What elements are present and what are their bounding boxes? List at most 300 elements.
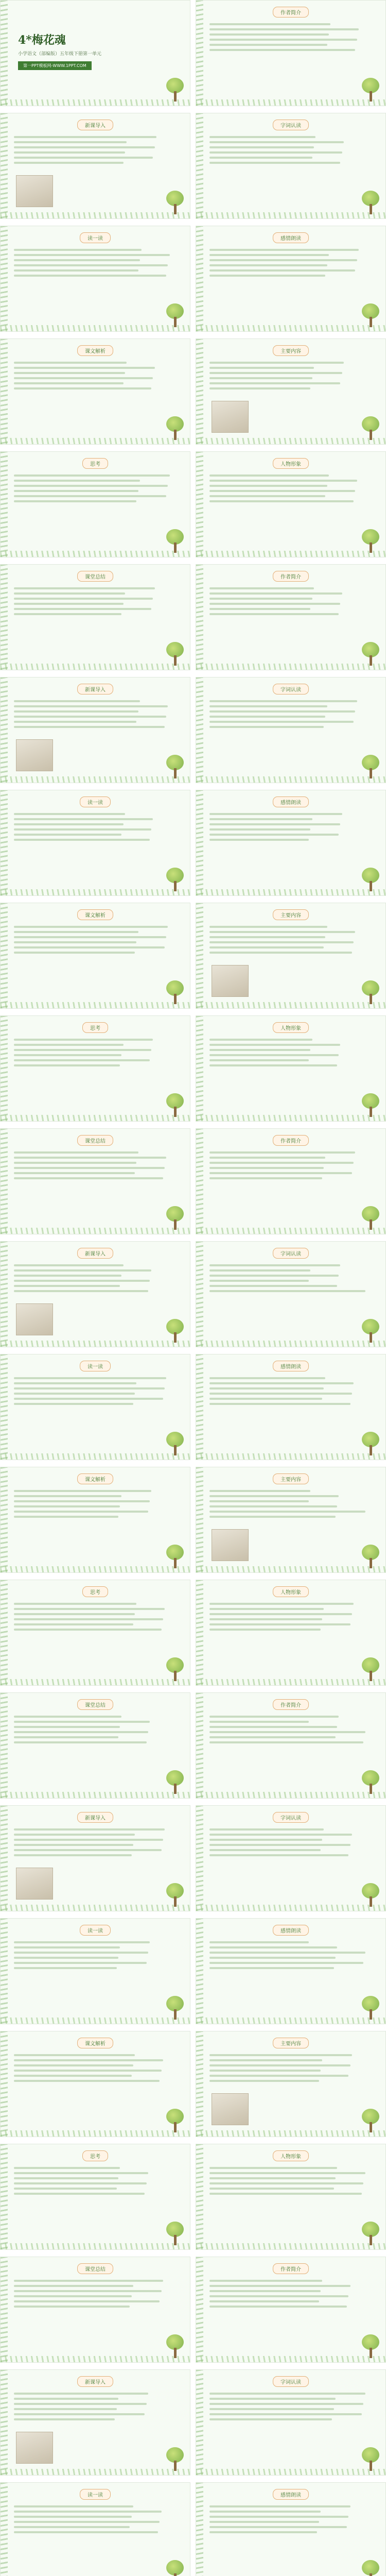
text-line <box>209 1608 324 1610</box>
tree-icon <box>166 980 184 1004</box>
slide-heading-tag: 感情朗读 <box>273 1925 309 1936</box>
text-line <box>209 2393 365 2395</box>
tree-icon <box>166 2447 184 2471</box>
text-line <box>14 1172 135 1174</box>
text-line <box>14 2511 162 2513</box>
text-line <box>209 1049 310 1051</box>
slide-17 <box>0 903 190 1009</box>
text-line <box>14 1393 135 1395</box>
slide-text-lines <box>14 1600 180 1634</box>
text-line <box>14 1967 117 1969</box>
tree-icon <box>362 191 379 214</box>
vine-decoration <box>1 2370 8 2475</box>
slide-44 <box>196 2369 386 2476</box>
text-line <box>14 598 153 600</box>
vine-decoration <box>196 2144 203 2249</box>
slide-heading-tag: 新课导入 <box>77 1248 113 1259</box>
slide-text-lines <box>14 2277 180 2311</box>
illustration-image <box>212 965 249 997</box>
text-line <box>209 813 342 815</box>
text-line <box>209 2531 317 2533</box>
tree-icon <box>166 2560 184 2576</box>
text-line <box>209 1044 340 1046</box>
text-line <box>14 495 166 497</box>
illustration-image <box>212 1529 249 1561</box>
vine-decoration <box>196 212 385 218</box>
slide-43 <box>0 2369 190 2476</box>
text-line <box>209 1828 324 1831</box>
slide-text-lines <box>14 246 180 280</box>
slide-text-lines <box>209 133 375 167</box>
slide-heading-tag: 感情朗读 <box>273 232 309 243</box>
vine-decoration <box>1 99 190 106</box>
text-line <box>14 726 165 728</box>
text-line <box>209 823 340 825</box>
vine-decoration <box>1 1467 8 1572</box>
text-line <box>14 275 166 277</box>
slide-heading-tag: 作者简介 <box>273 1699 309 1710</box>
slide-text-lines <box>209 2389 375 2424</box>
tree-icon <box>166 642 184 666</box>
vine-decoration <box>196 2370 203 2475</box>
slide-heading-tag: 感情朗读 <box>273 1361 309 1371</box>
text-line <box>14 1623 133 1625</box>
tree-icon <box>362 2447 379 2471</box>
tree-icon <box>362 416 379 440</box>
text-line <box>209 1839 322 1841</box>
text-line <box>14 1849 162 1851</box>
text-line <box>209 1059 309 1061</box>
vine-decoration <box>1 452 8 557</box>
vine-decoration <box>196 99 385 106</box>
vine-decoration <box>196 1806 203 1911</box>
text-line <box>209 269 355 272</box>
text-line <box>14 2295 132 2297</box>
slide-text-lines <box>209 359 375 393</box>
text-line <box>209 1264 340 1266</box>
vine-decoration <box>196 776 385 783</box>
text-line <box>14 1941 150 1943</box>
slide-text-lines <box>209 1036 375 1070</box>
text-line <box>209 264 327 266</box>
vine-decoration <box>1 212 190 218</box>
text-line <box>14 1157 166 1159</box>
text-line <box>209 587 314 589</box>
text-line <box>14 2521 160 2523</box>
slide-heading-tag: 读一读 <box>80 796 111 807</box>
text-line <box>14 2059 163 2061</box>
text-line <box>209 2054 352 2056</box>
vine-decoration <box>196 790 203 895</box>
vine-decoration <box>196 2130 385 2137</box>
vine-decoration <box>1 1792 190 1798</box>
text-line <box>209 2177 336 2179</box>
slide-text-lines <box>14 697 180 731</box>
text-line <box>14 1285 120 1287</box>
text-line <box>14 813 125 815</box>
text-line <box>14 2064 133 2066</box>
vine-decoration <box>1 1919 8 2024</box>
text-line <box>209 1490 310 1492</box>
slide-heading-tag: 新课导入 <box>77 1812 113 1823</box>
text-line <box>14 700 140 702</box>
text-line <box>209 480 357 482</box>
text-line <box>209 1741 363 1743</box>
text-line <box>209 44 327 46</box>
text-line <box>209 474 329 477</box>
text-line <box>14 1511 148 1513</box>
vine-decoration <box>1 2144 8 2249</box>
slide-heading-tag: 字词认读 <box>273 1248 309 1259</box>
text-line <box>209 1511 365 1513</box>
text-line <box>209 1275 339 1277</box>
text-line <box>209 33 329 36</box>
text-line <box>14 705 168 707</box>
text-line <box>14 1280 150 1282</box>
slide-text-lines <box>14 2502 180 2536</box>
text-line <box>14 1618 163 1620</box>
vine-decoration <box>196 2243 385 2249</box>
tree-icon <box>166 1432 184 1455</box>
slide-14 <box>196 677 386 783</box>
text-line <box>14 2167 120 2169</box>
vine-decoration <box>1 664 190 670</box>
slide-text-lines <box>209 471 375 505</box>
slide-38 <box>196 2031 386 2137</box>
vine-decoration <box>1 226 8 331</box>
text-line <box>14 1059 150 1061</box>
text-line <box>14 1162 136 1164</box>
text-line <box>209 1151 355 1154</box>
text-line <box>209 2172 365 2174</box>
vine-decoration <box>1 2130 190 2137</box>
text-line <box>209 1967 334 1969</box>
text-line <box>209 941 354 943</box>
text-line <box>209 1946 337 1948</box>
slide-heading-tag: 主要内容 <box>273 909 309 920</box>
text-line <box>209 2408 334 2410</box>
slide-1 <box>0 0 190 106</box>
text-line <box>209 1941 309 1943</box>
text-line <box>209 608 310 610</box>
text-line <box>14 1151 138 1154</box>
tree-icon <box>166 755 184 778</box>
tree-icon <box>166 1770 184 1794</box>
text-line <box>209 1854 348 1856</box>
slide-heading-tag: 字词认读 <box>273 684 309 694</box>
vine-decoration <box>1 677 8 783</box>
text-line <box>14 2182 147 2184</box>
slide-34 <box>196 1805 386 1911</box>
slide-text-lines <box>209 20 375 54</box>
slide-45 <box>0 2482 190 2576</box>
slide-heading-tag: 课文解析 <box>77 345 113 356</box>
text-line <box>209 1849 321 1851</box>
text-line <box>14 1957 118 1959</box>
text-line <box>14 2188 117 2190</box>
text-line <box>209 2280 322 2282</box>
text-line <box>209 2295 348 2297</box>
slide-41 <box>0 2257 190 2363</box>
slide-text-lines <box>209 1261 375 1295</box>
slide-16 <box>196 790 386 896</box>
text-line <box>14 254 170 256</box>
slide-13 <box>0 677 190 783</box>
text-line <box>209 613 339 615</box>
slide-30 <box>196 1580 386 1686</box>
vine-decoration <box>196 2469 385 2475</box>
slide-23 <box>0 1241 190 1347</box>
tree-icon <box>362 1657 379 1681</box>
text-line <box>209 1398 322 1400</box>
text-line <box>14 1603 136 1605</box>
text-line <box>14 249 142 251</box>
text-line <box>209 2290 321 2292</box>
text-line <box>14 2526 130 2528</box>
slide-text-lines <box>14 471 180 505</box>
vine-decoration <box>1 1002 190 1008</box>
vine-decoration <box>1 2243 190 2249</box>
tree-icon <box>166 78 184 101</box>
text-line <box>14 372 125 374</box>
text-line <box>14 1495 121 1497</box>
text-line <box>14 259 140 261</box>
text-line <box>14 1377 166 1379</box>
text-line <box>209 1269 310 1272</box>
text-line <box>14 1731 148 1733</box>
text-line <box>14 1844 133 1846</box>
illustration-image <box>16 1303 53 1335</box>
slide-heading-tag: 读一读 <box>80 2489 111 2500</box>
text-line <box>209 28 359 30</box>
tree-icon <box>166 1319 184 1343</box>
text-line <box>209 834 339 836</box>
slide-heading-tag: 人物形象 <box>273 1022 309 1033</box>
text-line <box>209 1618 322 1620</box>
tree-icon <box>362 529 379 553</box>
text-line <box>209 1716 339 1718</box>
slide-text-lines <box>14 2051 180 2085</box>
text-line <box>209 382 340 384</box>
vine-decoration <box>1 1 8 106</box>
slide-heading-tag: 读一读 <box>80 1925 111 1936</box>
tree-icon <box>362 2334 379 2358</box>
vine-decoration <box>1 1115 190 1121</box>
text-line <box>209 2059 322 2061</box>
slide-heading-tag: 读一读 <box>80 1361 111 1371</box>
vine-decoration <box>1 1453 190 1460</box>
slide-heading-tag: 感情朗读 <box>273 2489 309 2500</box>
slide-4 <box>196 113 386 219</box>
slide-39 <box>0 2144 190 2250</box>
text-line <box>209 1039 312 1041</box>
text-line <box>14 1834 135 1836</box>
text-line <box>14 500 136 502</box>
text-line <box>14 1721 150 1723</box>
cover-title: 4*梅花魂 <box>18 33 66 47</box>
slide-7 <box>0 338 190 445</box>
text-line <box>14 1952 148 1954</box>
vine-decoration <box>1 1693 8 1798</box>
text-line <box>209 362 344 364</box>
slide-24 <box>196 1241 386 1347</box>
text-line <box>209 1603 354 1605</box>
vine-decoration <box>196 677 203 783</box>
slide-heading-tag: 新课导入 <box>77 120 113 130</box>
text-line <box>14 2280 163 2282</box>
text-line <box>14 367 155 369</box>
text-line <box>209 710 355 713</box>
text-line <box>209 254 329 256</box>
text-line <box>209 2193 362 2195</box>
tree-icon <box>362 2560 379 2576</box>
text-line <box>14 2516 132 2518</box>
illustration-image <box>212 2093 249 2125</box>
text-line <box>14 1177 163 1179</box>
text-line <box>209 1403 350 1405</box>
slide-heading-tag: 字词认读 <box>273 120 309 130</box>
vine-decoration <box>1 1354 8 1460</box>
vine-decoration <box>196 1242 203 1347</box>
text-line <box>14 1629 162 1631</box>
illustration-image <box>212 401 249 433</box>
text-line <box>209 926 327 928</box>
tree-icon <box>166 2109 184 2132</box>
text-line <box>14 485 168 487</box>
vine-decoration <box>1 2356 190 2362</box>
vine-decoration <box>196 1580 203 1685</box>
slide-12 <box>196 564 386 670</box>
text-line <box>14 1403 133 1405</box>
slide-heading-tag: 课堂总结 <box>77 571 113 582</box>
text-line <box>14 2054 135 2056</box>
text-line <box>209 592 342 595</box>
text-line <box>14 2413 145 2415</box>
slide-text-lines <box>209 584 375 618</box>
tree-icon <box>362 1319 379 1343</box>
text-line <box>14 1269 151 1272</box>
slide-heading-tag: 主要内容 <box>273 345 309 356</box>
text-line <box>14 1828 165 1831</box>
slide-heading-tag: 字词认读 <box>273 1812 309 1823</box>
slide-37 <box>0 2031 190 2137</box>
slide-46 <box>196 2482 386 2576</box>
text-line <box>209 721 354 723</box>
vine-decoration <box>196 2257 203 2362</box>
vine-decoration <box>196 1354 203 1460</box>
vine-decoration <box>196 325 385 331</box>
text-line <box>14 136 156 138</box>
text-line <box>209 2070 321 2072</box>
vine-decoration <box>196 1467 203 1572</box>
text-line <box>14 834 121 836</box>
text-line <box>209 2526 347 2528</box>
text-line <box>209 1516 336 1518</box>
slide-text-lines <box>14 359 180 393</box>
text-line <box>14 1716 121 1718</box>
slide-text-lines <box>14 2164 180 2198</box>
text-line <box>209 1834 352 1836</box>
slide-text-lines <box>14 2389 180 2424</box>
slide-text-lines <box>209 1487 375 1521</box>
text-line <box>14 480 140 482</box>
tree-icon <box>166 1093 184 1117</box>
text-line <box>14 2393 148 2395</box>
text-line <box>209 952 352 954</box>
text-line <box>209 141 344 143</box>
slide-40 <box>196 2144 386 2250</box>
text-line <box>209 1623 350 1625</box>
vine-decoration <box>196 1129 203 1234</box>
vine-decoration <box>1 1905 190 1911</box>
text-line <box>209 2167 337 2169</box>
slide-22 <box>196 1128 386 1234</box>
text-line <box>209 1629 321 1631</box>
vine-decoration <box>1 113 8 218</box>
slide-text-lines <box>209 246 375 280</box>
text-line <box>209 1505 337 1507</box>
text-line <box>209 1157 325 1159</box>
slide-heading-tag: 作者简介 <box>273 1135 309 1146</box>
text-line <box>14 2193 145 2195</box>
vine-decoration <box>196 226 203 331</box>
text-line <box>14 157 153 159</box>
vine-decoration <box>1 903 8 1008</box>
slide-text-lines <box>14 1261 180 1295</box>
text-line <box>14 1387 165 1389</box>
tree-icon <box>166 1206 184 1230</box>
text-line <box>209 2080 319 2082</box>
text-line <box>14 2403 147 2405</box>
tree-icon <box>362 1432 379 1455</box>
slide-text-lines <box>14 810 180 844</box>
text-line <box>14 818 153 820</box>
vine-decoration <box>196 1919 203 2024</box>
text-line <box>14 1167 165 1169</box>
vine-decoration <box>1 565 8 670</box>
text-line <box>14 2285 133 2287</box>
text-line <box>209 500 354 502</box>
tree-icon <box>362 1883 379 1907</box>
slide-heading-tag: 人物形象 <box>273 2150 309 2161</box>
slide-text-lines <box>14 133 180 167</box>
slide-heading-tag: 作者简介 <box>273 7 309 18</box>
slide-heading-tag: 思考 <box>82 1586 108 1597</box>
text-line <box>209 377 312 379</box>
text-line <box>209 2516 348 2518</box>
text-line <box>209 828 310 831</box>
text-line <box>14 1382 136 1384</box>
text-line <box>14 1264 124 1266</box>
vine-decoration <box>196 2031 203 2137</box>
text-line <box>14 823 124 825</box>
slide-text-lines <box>14 584 180 618</box>
slide-18 <box>196 903 386 1009</box>
text-line <box>14 941 136 943</box>
text-line <box>209 1952 365 1954</box>
slide-32 <box>196 1692 386 1799</box>
tree-icon <box>362 78 379 101</box>
text-line <box>209 151 342 154</box>
slide-heading-tag: 思考 <box>82 2150 108 2161</box>
text-line <box>14 2290 162 2292</box>
slide-heading-tag: 人物形象 <box>273 1586 309 1597</box>
slide-8 <box>196 338 386 445</box>
slide-heading-tag: 读一读 <box>80 232 111 243</box>
slide-text-lines <box>209 810 375 844</box>
slide-text-lines <box>209 1374 375 1408</box>
vine-decoration <box>1 1129 8 1234</box>
